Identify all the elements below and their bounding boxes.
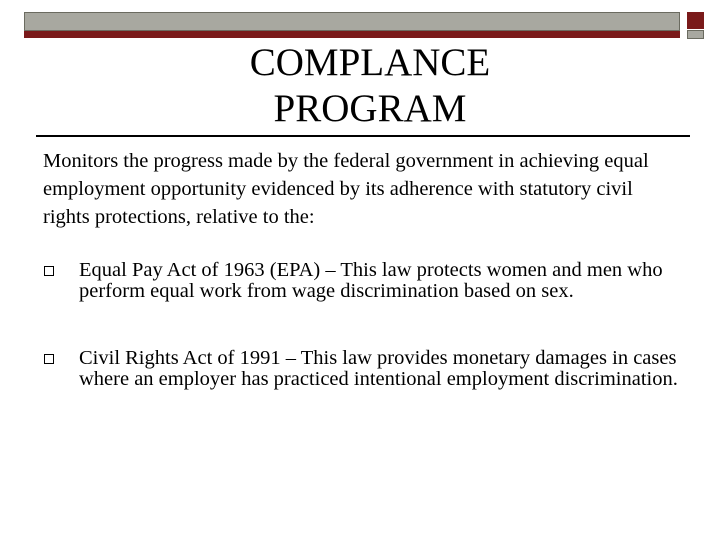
bullet-text-civil-rights: Civil Rights Act of 1991 – This law provides monetary damages in cases where an employer has practiced intentional employment discrimination. (79, 347, 678, 390)
header-gray-bar (24, 12, 680, 31)
title-divider (36, 135, 690, 137)
corner-gray-square (687, 30, 704, 39)
slide-title-line-1: COMPLANCE (249, 41, 491, 84)
bullet-text-epa: Equal Pay Act of 1963 (EPA) – This law protects women and men who perform equal work from wage discrimination based on sex. (79, 259, 663, 302)
intro-paragraph: Monitors the progress made by the federal government in achieving equal employment opportunity evidenced by its adherence with statutory civil rights protections, relative to the: (43, 150, 649, 228)
bullet-item-epa (43, 260, 693, 302)
bullet-list (43, 260, 693, 390)
slide-title (160, 40, 580, 132)
slide-title-line-2: PROGRAM (273, 87, 467, 130)
hollow-square-bullet-icon (44, 266, 54, 276)
hollow-square-bullet-icon (44, 354, 54, 364)
corner-red-square (687, 12, 704, 29)
header-red-bar (24, 31, 680, 38)
bullet-item-civil-rights (43, 348, 693, 390)
